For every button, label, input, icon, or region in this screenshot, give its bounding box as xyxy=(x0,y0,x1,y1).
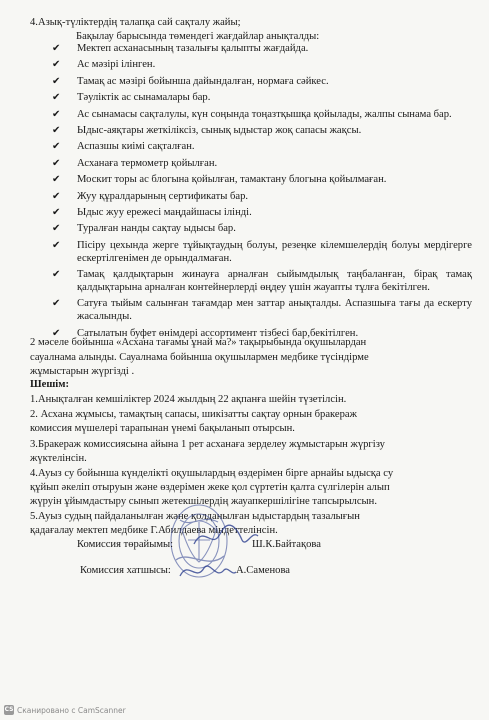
signature-role: Комиссия төрайымы: xyxy=(77,539,174,550)
question2-line: сауалнама алынды. Сауалнама бойынша оқушылармен медбике түсіндірме xyxy=(30,352,369,363)
checkmark-icon: ✔ xyxy=(52,141,61,153)
checkmark-icon: ✔ xyxy=(52,327,61,339)
decision-1: 1.Анықталған кемшіліктер 2024 жылдың 22 ақпанға шейін түзетілсін. xyxy=(30,394,347,405)
decision-3-line: жүктелінсін. xyxy=(30,453,87,464)
checklist-item: ✔ Ас мәзірі ілінген. xyxy=(52,59,156,71)
checklist-item: ✔ Ас сынамасы сақталулы, күн соңында тоңазтқышқа қойылады, жалпы сынама бар. xyxy=(52,108,452,120)
signature-icon xyxy=(190,520,260,554)
checkmark-icon: ✔ xyxy=(52,190,61,202)
checklist-item: ✔ Жуу құралдарының сертификаты бар. xyxy=(52,190,249,202)
checkmark-icon: ✔ xyxy=(52,174,61,186)
checkmark-icon: ✔ xyxy=(52,59,61,71)
signature-name: А.Саменова xyxy=(236,565,291,576)
checkmark-icon: ✔ xyxy=(52,75,61,87)
checkmark-icon: ✔ xyxy=(52,223,61,235)
checklist-item: ✔ Пісіру цехында жерге тұйықтаудың болуы, резеңке кілемшелердің болуы мердігерге ескертілгенімен де орындалмаған. xyxy=(52,239,472,264)
section4-intro: Бақылау барысында төмендегі жағдайлар анықталды: xyxy=(76,31,320,42)
decision-heading: Шешім: xyxy=(30,379,69,390)
checklist-item: ✔ Москит торы ас блогына қойылған, тамактану блогына қойылмаған. xyxy=(52,174,387,186)
question2-line: 2 мәселе бойынша «Асхана тағамы ұнай ма?» тақырыбында оқушылардан xyxy=(30,337,367,348)
decision-2-line: комиссия мүшелері тарапынан үнемі бақыланып отырсын. xyxy=(30,423,295,434)
checklist-item: ✔ Тәуліктік ас сынамалары бар. xyxy=(52,92,211,104)
signature-name: Ш.К.Байтақова xyxy=(252,539,321,550)
checkmark-icon: ✔ xyxy=(52,206,61,218)
checklist-item: ✔ Туралған нанды сақтау ыдысы бар. xyxy=(52,223,236,235)
decision-3-line: 3.Бракераж комиссиясына айына 1 рет асханаға зерделеу жұмыстарын жүргізу xyxy=(30,439,385,450)
checklist-item: ✔ Сатуға тыйым салынған тағамдар мен заттар анықталды. Аспазшыға тағы да ескерту жасалынды. xyxy=(52,298,472,323)
checkmark-icon: ✔ xyxy=(52,157,61,169)
checkmark-icon: ✔ xyxy=(52,298,61,310)
checklist-item: ✔ Ыдыс жуу ережесі маңдайшасы ілінді. xyxy=(52,206,252,218)
signature-icon xyxy=(178,558,238,584)
checklist-item: ✔ Аспазшы киімі сақталған. xyxy=(52,141,195,153)
scanner-watermark-text: Сканировано с CamScanner xyxy=(17,705,126,715)
checklist-item: ✔ Мектеп асханасының тазалығы қалыпты жағдайда. xyxy=(52,43,309,54)
findings-checklist xyxy=(52,42,472,343)
checkmark-icon: ✔ xyxy=(52,269,61,281)
decision-5-line: 5.Ауыз судың пайдаланылған және қолданылған ыдыстардың тазалығын xyxy=(30,511,360,522)
checkmark-icon: ✔ xyxy=(52,43,61,54)
decision-4-line: құйып әкеліп отыруын және өздерімен жеке қол сүртетін қалта сүлгілерін алып xyxy=(30,482,390,493)
checkmark-icon: ✔ xyxy=(52,124,61,136)
checklist-item: ✔ Тамақ қалдықтарын жинауға арналған сыйымдылық таңбаланған, бірақ тамақ қалдықтарына арналған контейнерлерді өңдеу үшін жауапты тұлға бекітілген. xyxy=(52,269,472,294)
checklist-item: ✔ Асханаға термометр қойылған. xyxy=(52,157,218,169)
checklist-item: ✔ Тамақ ас мәзірі бойынша дайындалған, нормаға сәйкес. xyxy=(52,75,329,87)
scanner-watermark xyxy=(4,705,126,715)
decision-4-line: 4.Ауыз су бойынша күнделікті оқушылардың өздерімен бірге арнайы ыдысқа су xyxy=(30,468,394,479)
checkmark-icon: ✔ xyxy=(52,108,61,120)
checklist-item: ✔ Сатылатын буфет өнімдері ассортимент тізбесі бар,бекітілген. xyxy=(52,327,359,339)
checkmark-icon: ✔ xyxy=(52,239,61,251)
camscanner-logo-icon: CS xyxy=(4,706,14,713)
decision-4-line: жүруін ұйымдастыру сынып жетекшілердің жауапкершілігіне тапсырылсын. xyxy=(30,496,377,507)
decision-5-line: қадағалау мектеп медбике Г.Абилдаева міндеттелінсін. xyxy=(30,525,278,536)
checkmark-icon: ✔ xyxy=(52,92,61,104)
checklist-item: ✔ Ыдыс-аяқтары жеткіліксіз, сынық ыдыстар жоқ сапасы жақсы. xyxy=(52,124,362,136)
section4-title: 4.Азық-түліктердің талапқа сай сақталу жайы; xyxy=(30,17,241,28)
question2-line: жұмыстарын жүргізді . xyxy=(30,366,135,377)
decision-2-line: 2. Асхана жұмысы, тамақтың сапасы, шикізатты сақтау орнын бракераж xyxy=(30,409,357,420)
signature-role: Комиссия хатшысы: xyxy=(80,565,171,576)
